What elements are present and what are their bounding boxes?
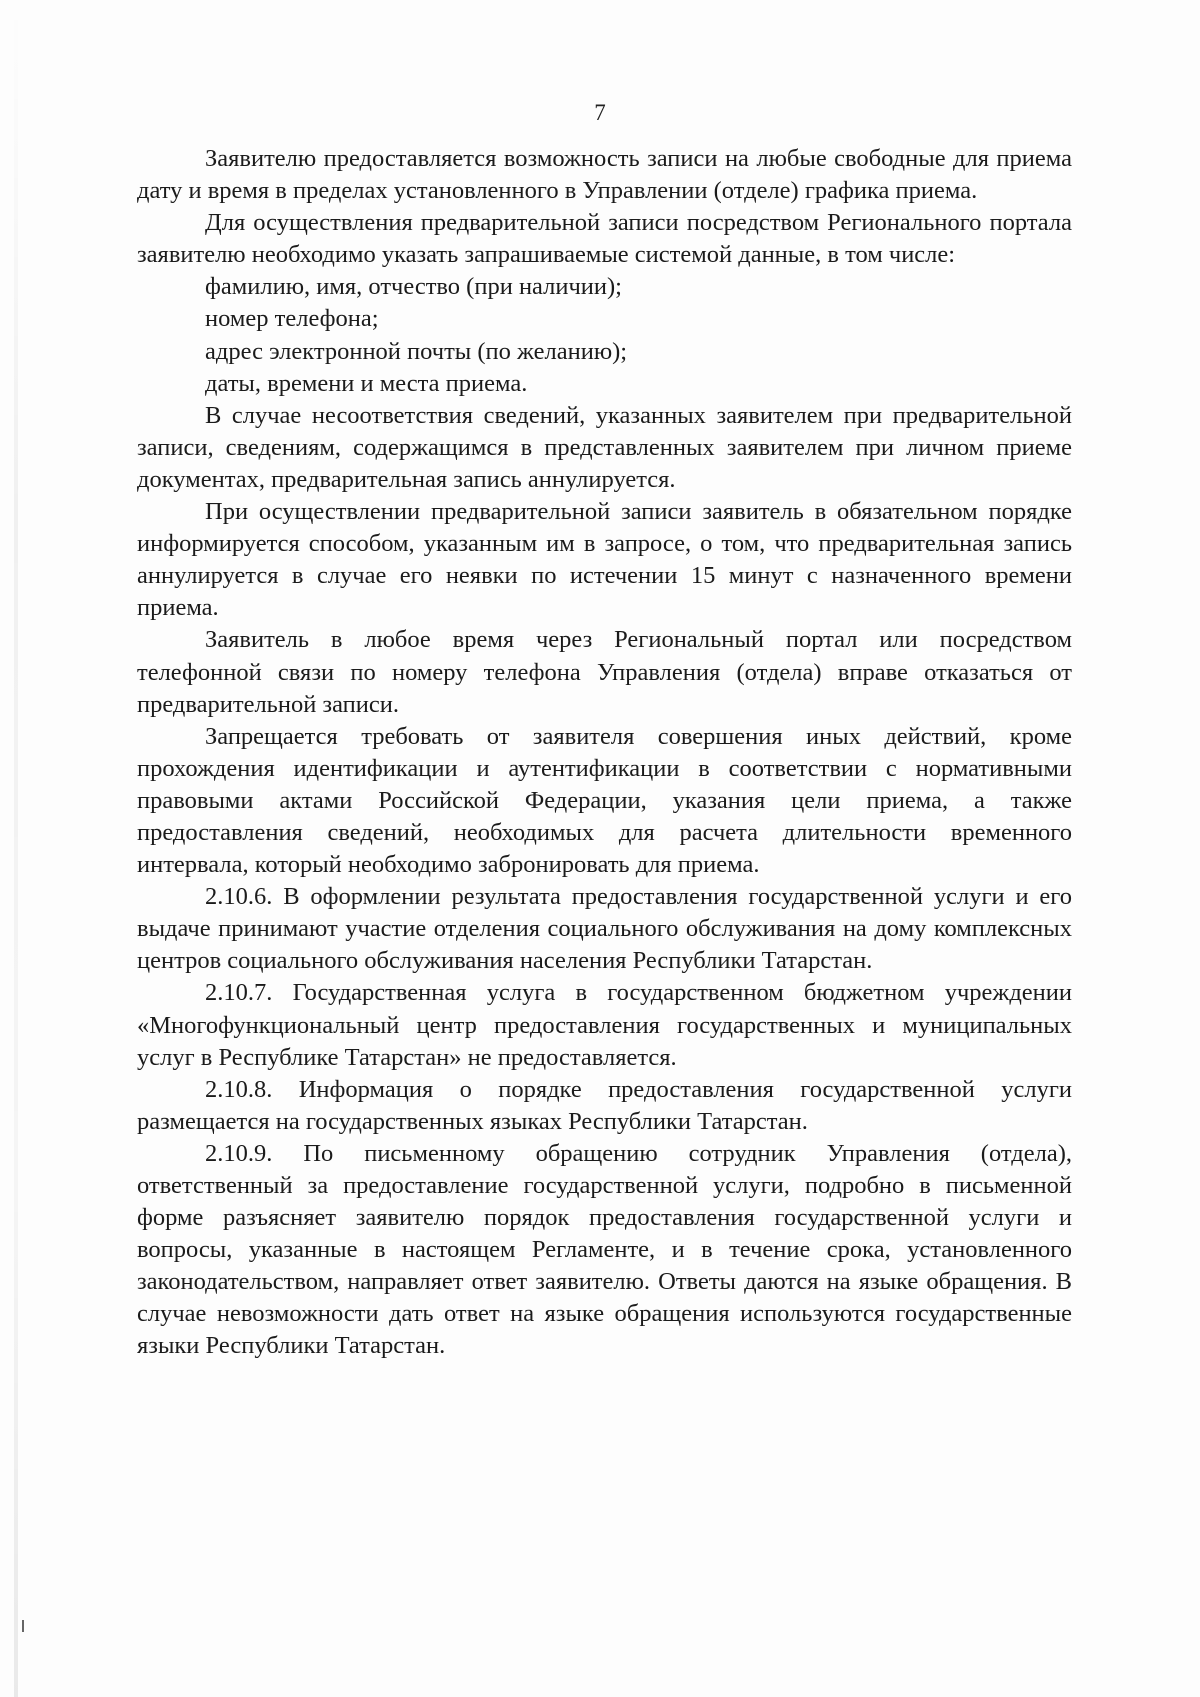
paragraph-prohibited-requirements: Запрещается требовать от заявителя совершения иных действий, кроме прохождения идентификации и аутентификации в соответствии с нормативными правовыми актами Российской Федерации, указания цели приема, а также предоставления сведений, необходимых для расчета длительности временного интервала, который необходимо забронировать для приема. [137, 722, 1072, 879]
document-body [137, 143, 1072, 1363]
paragraph-no-show-notice: При осуществлении предварительной записи заявитель в обязательном порядке информируется способом, указанным им в запросе, о том, что предварительная запись аннулируется в случае его неявки по истечении 15 минут с назначенного времени приема. [137, 498, 1072, 622]
paragraph-2-10-8: 2.10.8. Информация о порядке предоставления государственной услуги размещается на государственных языках Республики Татарстан. [137, 1075, 1072, 1135]
list-item-email: адрес электронной почты (по желанию); [205, 337, 628, 365]
scan-artifact-mark [22, 1620, 24, 1632]
paragraph-appointment-booking: Заявителю предоставляется возможность записи на любые свободные для приема дату и время в пределах установленного в Управлении (отделе) графика приема. [137, 145, 1072, 205]
list-item-phone: номер телефона; [205, 305, 379, 333]
page-number: 7 [594, 100, 606, 125]
scan-edge-shadow [14, 0, 18, 1697]
paragraph-2-10-9: 2.10.9. По письменному обращению сотрудник Управления (отдела), ответственный за предоставление государственной услуги, подробно в письменной форме разъясняет заявителю порядок предоставления государственной услуги и вопросы, указанные в настоящем Регламенте, и в течение срока, установленного законодательством, направляет ответ заявителю. Ответы даются на языке обращения. В случае невозможности дать ответ на языке обращения используются государственные языки Республики Татарстан. [137, 1139, 1072, 1360]
paragraph-cancel-registration: Заявитель в любое время через Региональный портал или посредством телефонной связи по номеру телефона Управления (отдела) вправе отказаться от предварительной записи. [137, 626, 1072, 718]
paragraph-pre-registration-data: Для осуществления предварительной записи посредством Регионального портала заявителю необходимо указать запрашиваемые системой данные, в том числе: [137, 209, 1072, 269]
list-item-date-time-place: даты, времени и места приема. [205, 369, 528, 397]
paragraph-mismatch-cancellation: В случае несоответствия сведений, указанных заявителем при предварительной записи, сведениям, содержащимся в представленных заявителем при личном приеме документах, предварительная запись аннулируется. [137, 401, 1072, 493]
list-item-full-name: фамилию, имя, отчество (при наличии); [205, 273, 622, 301]
paragraph-2-10-7: 2.10.7. Государственная услуга в государственном бюджетном учреждении «Многофункциональный центр предоставления государственных и муниципальных услуг в Республике Татарстан» не предоставляется. [137, 979, 1072, 1071]
paragraph-2-10-6: 2.10.6. В оформлении результата предоставления государственной услуги и его выдаче принимают участие отделения социального обслуживания на дому комплексных центров социального обслуживания населения Республики Татарстан. [137, 883, 1072, 975]
